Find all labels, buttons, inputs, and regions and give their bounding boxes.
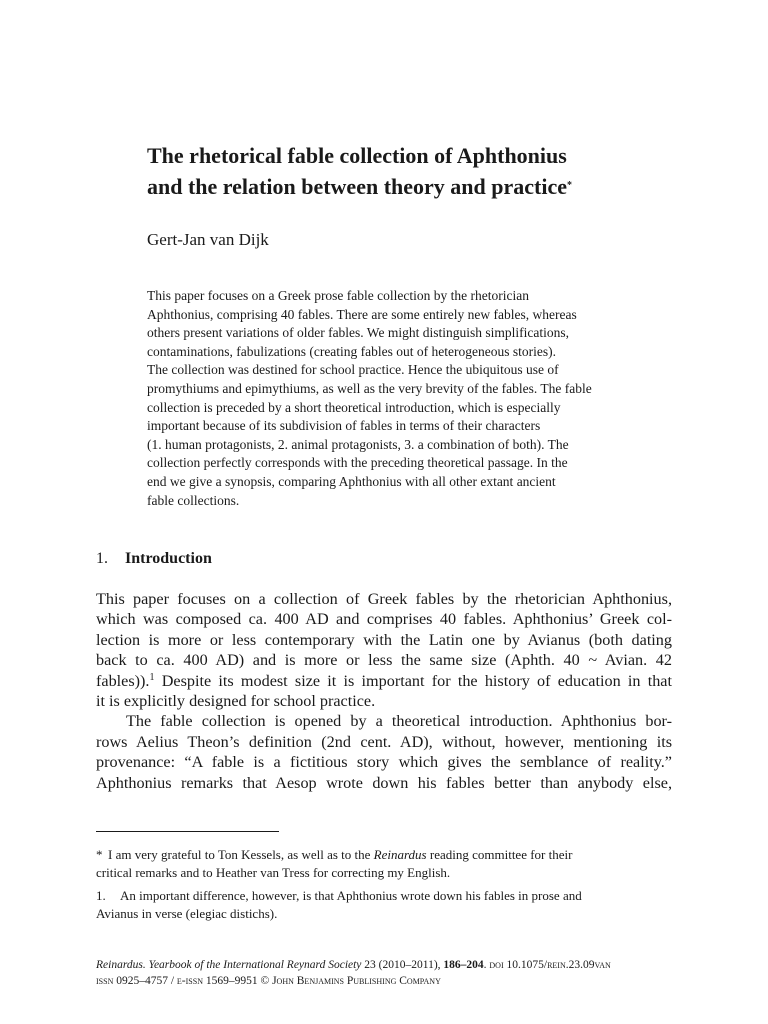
- footer-issn: issn 0925–4757 / e-issn 1569–9951 © John Benjamins Publishing Company: [96, 974, 441, 987]
- footnote-line: [96, 887, 672, 905]
- abstract-line: Aphthonius, comprising 40 fables. There are some entirely new fables, whereas: [147, 306, 577, 322]
- footnote-star-mark: *: [96, 847, 103, 862]
- body-line: which was composed ca. 400 AD and comprises 40 fables. Aphthonius’ Greek col-: [96, 610, 672, 629]
- footnote-italic: Reinardus: [373, 847, 427, 862]
- section-number: 1.: [96, 550, 108, 567]
- abstract: [147, 287, 677, 510]
- abstract-line: contaminations, fabulizations (creating fables out of heterogeneous stories).: [147, 343, 556, 359]
- title-asterisk: *: [567, 180, 572, 191]
- body-line: Aphthonius remarks that Aesop wrote down his fables better than anybody else,: [96, 773, 672, 792]
- body-text: [96, 589, 672, 793]
- body-line: rows Aelius Theon’s definition (2nd cent. AD), without, however, mentioning its: [96, 732, 672, 751]
- footnote-line: [96, 846, 672, 864]
- abstract-line: collection is preceded by a short theoretical introduction, which is especially: [147, 399, 561, 415]
- title-line-2-text: and the relation between theory and practice: [147, 174, 567, 199]
- author-name: Gert-Jan van Dijk: [147, 230, 269, 249]
- footnote-number: 1.: [96, 888, 106, 903]
- abstract-line: This paper focuses on a Greek prose fable collection by the rhetorician: [147, 288, 529, 303]
- footnote-text: I am very grateful to Ton Kessels, as well as to the: [108, 847, 374, 862]
- section-title: Introduction: [125, 550, 212, 567]
- body-line-with-footnote: [96, 671, 672, 691]
- footnote-line: critical remarks and to Heather van Tress for correcting my English.: [96, 864, 451, 880]
- page-footer: [96, 958, 672, 989]
- title-line-2: [147, 171, 707, 202]
- abstract-line: The collection was destined for school practice. Hence the ubiquitous use of: [147, 362, 559, 378]
- abstract-line: (1. human protagonists, 2. animal protagonists, 3. a combination of both). The: [147, 436, 569, 452]
- abstract-line: others present variations of older fables. We might distinguish simplifications,: [147, 325, 569, 341]
- footnote-divider: [96, 831, 279, 832]
- footnote-star: [96, 846, 672, 881]
- body-line: This paper focuses on a collection of Greek fables by the rhetorician Aphthonius,: [96, 590, 672, 608]
- body-line: provenance: “A fable is a fictitious story which gives the semblance of reality.”: [96, 753, 672, 772]
- section-heading: [96, 549, 212, 569]
- page-range: 186–204: [443, 959, 484, 971]
- abstract-line: end we give a synopsis, comparing Aphthonius with all other extant ancient: [147, 473, 556, 489]
- body-line-text-b: Despite its modest size it is important for the history of education in that: [154, 671, 672, 690]
- footnote-text: An important difference, however, is that Aphthonius wrote down his fables in prose and: [120, 888, 582, 903]
- journal-volume: 23 (2010–2011),: [361, 959, 444, 971]
- abstract-line: collection perfectly corresponds with the preceding theoretical passage. In the: [147, 455, 568, 471]
- journal-name: Reinardus. Yearbook of the International Reynard Society: [96, 959, 362, 971]
- footnotes: [96, 846, 672, 928]
- abstract-line: fable collections.: [147, 492, 240, 508]
- footnote-1: [96, 887, 672, 922]
- footnote-ref-1[interactable]: 1: [149, 671, 155, 683]
- abstract-line: important because of its subdivision of fables in terms of their characters: [147, 418, 541, 434]
- body-line: it is explicitly designed for school practice.: [96, 692, 376, 711]
- title-line-1: The rhetorical fable collection of Aphthonius: [147, 143, 567, 168]
- footnote-line: Avianus in verse (elegiac distichs).: [96, 905, 278, 921]
- doi-text[interactable]: . doi 10.1075/rein.23.09van: [483, 959, 611, 971]
- abstract-line: promythiums and epimythiums, as well as the very brevity of the fables. The fable: [147, 380, 592, 396]
- body-line: The fable collection is opened by a theoretical introduction. Aphthonius bor-: [126, 712, 672, 731]
- footer-citation: [96, 958, 672, 974]
- footnote-text: reading committee for their: [426, 847, 573, 862]
- body-line: lection is more or less contemporary with the Latin one by Avianus (both dating: [96, 630, 672, 649]
- body-line-text-a: fables)).: [96, 671, 150, 690]
- paper-title: [147, 140, 707, 202]
- body-line: back to ca. 400 AD) and is more or less the same size (Aphth. 40 ~ Avian. 42: [96, 651, 672, 670]
